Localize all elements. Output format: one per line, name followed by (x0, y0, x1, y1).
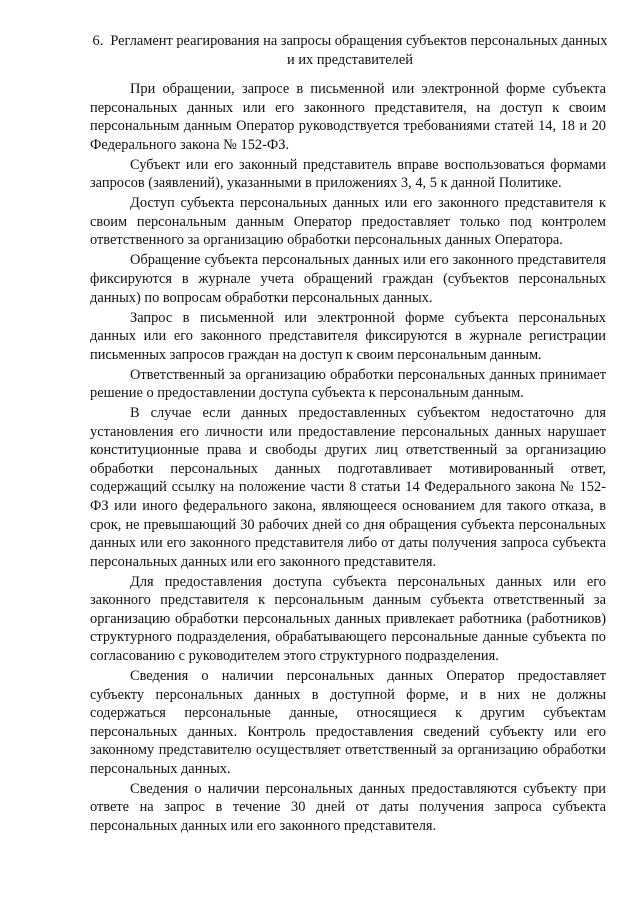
paragraph: При обращении, запросе в письменной или электронной форме субъекта персональных данных или его законного представителя, на доступ к своим персональным данным Оператор руководствуется требованиями статей 14, 18 и 20 Федерального закона № 152-ФЗ. (90, 81, 606, 153)
paragraph: Сведения о наличии персональных данных предоставляются субъекту при ответе на запрос в течение 30 дней от даты получения запроса субъекта персональных данных или его законного представителя. (90, 780, 606, 834)
paragraph: Для предоставления доступа субъекта персональных данных или его законного представителя к персональным данным субъекта ответственный за организацию обработки персональных данных привлекает работника (работников) структурного подразделения, обрабатывающего персональные данные субъекта по согласованию с руководителем этого структурного подразделения. (90, 573, 606, 664)
document-body (90, 80, 606, 837)
paragraph: Доступ субъекта персональных данных или его законного представителя к своим персональным данным Оператор предоставляет только под контролем ответственного за организацию обработки персональных данных Оператора. (90, 195, 606, 249)
paragraph: Ответственный за организацию обработки персональных данных принимает решение о предоставлении доступа субъекта к персональным данным. (90, 366, 606, 402)
paragraph: Сведения о наличии персональных данных Оператор предоставляет субъекту персональных данных в доступной форме, и в них не должны содержаться персональные данные, относящиеся к другим субъектам персональных данных. Контроль предоставления сведений субъекту или его законному представителю осуществляет ответственный за организацию обработки персональных данных. (90, 667, 606, 777)
paragraph: Субъект или его законный представитель вправе воспользоваться формами запросов (заявлений), указанными в приложениях 3, 4, 5 к данной Политике. (90, 156, 606, 192)
paragraph: В случае если данных предоставленных субъектом недостаточно для установления его личности или предоставление персональных данных нарушает конституционные права и свободы других лиц ответственный за организацию обработки персональных данных подготавливает мотивированный ответ, содержащий ссылку на положение части 8 статьи 14 Федерального закона № 152-ФЗ или иного федерального закона, являющееся основанием для такого отказа, в срок, не превышающий 30 рабочих дней со дня обращения субъекта персональных данных или его законного представителя либо от даты получения запроса субъекта персональных данных или его законного представителя. (90, 405, 606, 570)
section-title: Регламент реагирования на запросы обращения субъектов персональных данных и их представителей (110, 33, 608, 68)
paragraph: Запрос в письменной или электронной форме субъекта персональных данных или его законного представителя фиксируются в журнале регистрации письменных запросов граждан на доступ к своим персональным данным. (90, 309, 606, 363)
paragraph: Обращение субъекта персональных данных или его законного представителя фиксируются в журнале учета обращений граждан (субъектов персональных данных) по вопросам обработки персональных данных. (90, 252, 606, 306)
section-heading (90, 32, 610, 69)
section-number: 6. (92, 33, 104, 49)
